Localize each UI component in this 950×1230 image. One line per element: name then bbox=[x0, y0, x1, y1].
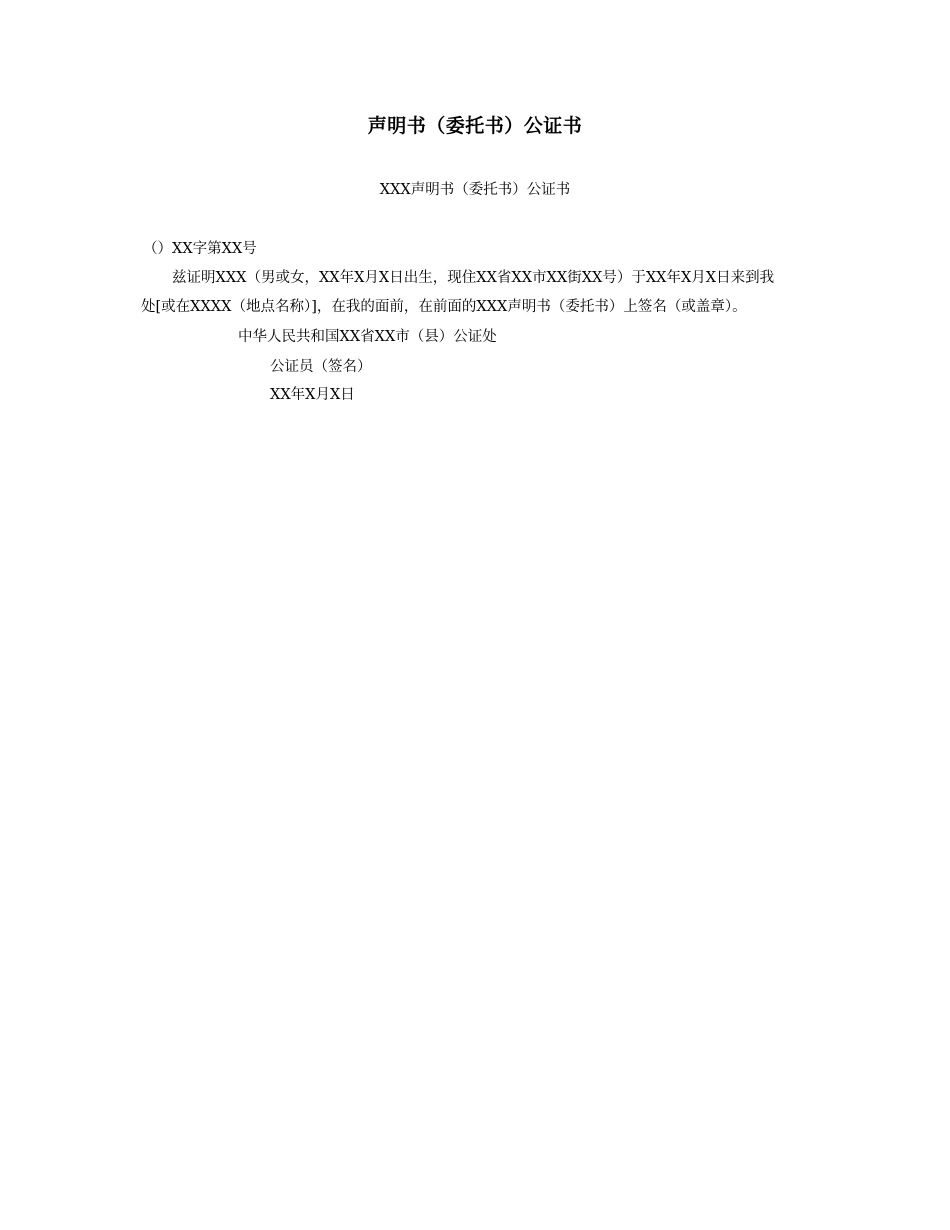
document-date: XX年X月X日 bbox=[270, 387, 355, 403]
body-text-line-2: 处[或在XXXX（地点名称）]，在我的面前，在前面的XXX声明书（委托书）上签名（或盖章）。 bbox=[141, 299, 747, 315]
notary-signature: 公证员（签名） bbox=[270, 359, 372, 375]
document-subtitle: XXX声明书（委托书）公证书 bbox=[379, 182, 571, 198]
document-number: （）XX字第XX号 bbox=[143, 241, 257, 257]
notary-office: 中华人民共和国XX省XX市（县）公证处 bbox=[238, 329, 497, 345]
body-text-line-1: 兹证明XXX（男或女，XX年X月X日出生，现住XX省XX市XX街XX号）于XX年X月X日来到我 bbox=[172, 270, 775, 286]
document-title: 声明书（委托书）公证书 bbox=[367, 115, 583, 137]
